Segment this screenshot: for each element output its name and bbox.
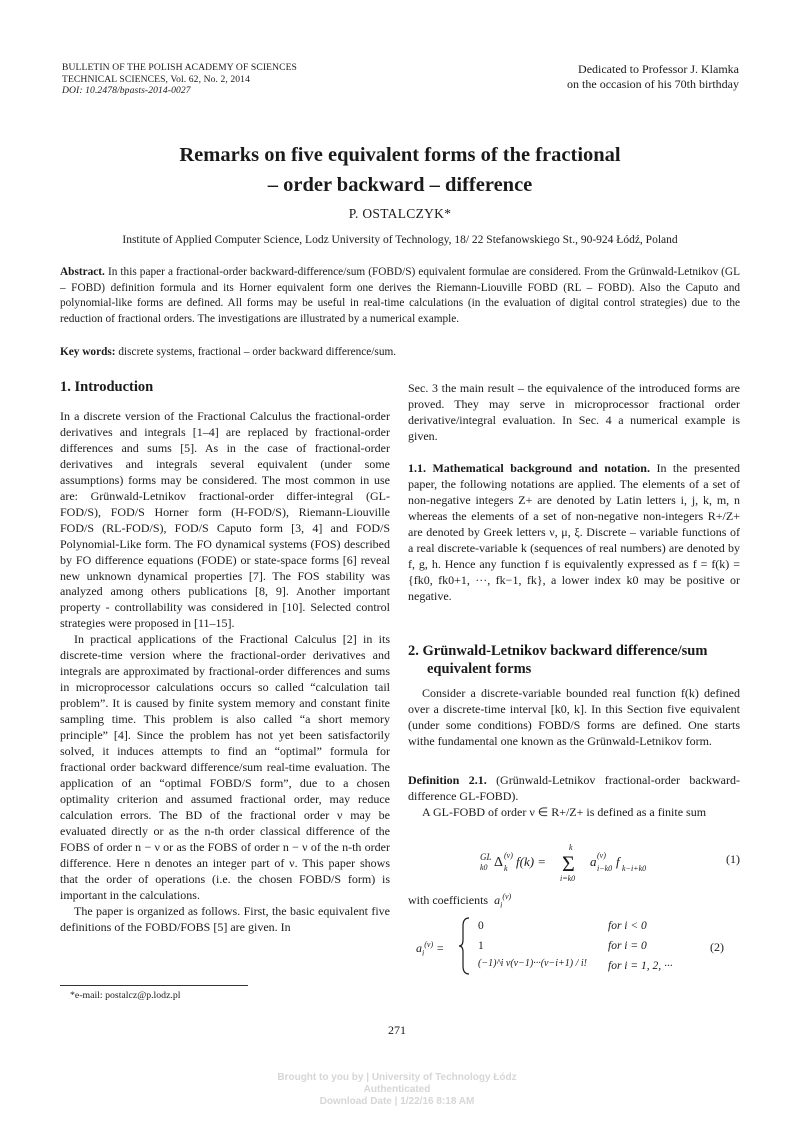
dedication-line-2: on the occasion of his 70th birthday — [567, 77, 739, 91]
paper-title-line-2: – order backward – difference — [267, 174, 533, 196]
intro-paragraph-2: In practical applications of the Fractional Calculus [2] in its discrete-time version where the fractional-order derivatives and integrals are approximated by fractional-order differences and sums in microprocessor calculations occurs so called “calculation tail problem”. It is caused by finite system memory and constant finite sampling time. This problem is also called “a short memory principle” [4]. Since the problem has not yet been satisfactorily solved, it induces attempts to find an “optimal” formula for fractional order backward difference/sum real-time evaluation. The application of an “optimal FOBD/S form”, due to a chosen optimality criterion and assumed fractional order, may reduce calculation errors. The BD of the fractional order ν may be evaluated directly or as the n-th order classical difference of the FOBS of order n − ν or as the FOBS of order n − ν of the n-th order difference. Here n denotes an integer part of ν. This paper shows that the order of operations (i.e. the chosen FOBD/S form) is important in the calculations. — [60, 632, 390, 902]
section-2-heading-line-2: equivalent forms — [427, 661, 532, 677]
definition-label: Definition 2.1. — [408, 773, 487, 787]
subsection-1-1-heading: 1.1. Mathematical background and notation. — [408, 461, 650, 475]
equation-2 — [408, 916, 748, 976]
definition-2-1 — [408, 773, 740, 805]
page-number: 271 — [388, 1023, 406, 1037]
coefficients-label: with coefficients — [408, 893, 489, 907]
watermark-line-3: Download Date | 1/22/16 8:18 AM — [319, 1096, 475, 1107]
section-2-text — [408, 686, 740, 750]
keywords-label: Key words: — [60, 346, 116, 358]
dedication — [439, 62, 739, 92]
section-2-heading-line-1: 2. Grünwald-Letnikov backward difference/sum — [408, 643, 708, 659]
definition-text: A GL-FOBD of order ν ∈ R+/Z+ is defined as a finite sum — [422, 805, 707, 819]
download-watermark — [0, 1072, 794, 1108]
affiliation: Institute of Applied Computer Science, Lodz University of Technology, 18/ 22 Stefanowskiego St., 90-924 Łódź, Poland — [122, 234, 678, 246]
equation-2-lhs: $a_i^{(\nu)}$ = — [416, 940, 445, 958]
svg-text:k: k — [569, 843, 573, 852]
svg-text:i−k0: i−k0 — [597, 864, 613, 873]
footnote-rule — [60, 985, 248, 986]
coefficients-text — [408, 892, 511, 909]
abstract-text: In this paper a fractional-order backward-difference/sum (FOBD/S) equivalent formulae are considered. From the Grünwald-Letnikov (GL – FOBD) definition formula and its Horner equivalent form one derives the Riemann-Liouville FOBD (RL – FOBD). Also the Caputo and polynomial-like forms are defined. All forms may be useful in real-time calculations (in the evaluation of digital control strategies) due to the reduction of fractional orders. The investigations are illustrated by a numerical example. — [60, 266, 740, 325]
dedication-line-1: Dedicated to Professor J. Klamka — [578, 62, 739, 76]
coefficient-symbol: $a_i^{(\nu)}$ — [491, 892, 512, 910]
section-2-paragraph: Consider a discrete-variable bounded real function f(k) defined over a discrete-time interval [k0, k]. In this Section five equivalent (under some conditions) FOBD/S forms are defined. One starts withe fundamental one known as the Grünwald-Letnikov form. — [408, 686, 740, 748]
left-brace-icon — [458, 916, 472, 976]
journal-volume: TECHNICAL SCIENCES, Vol. 62, No. 2, 2014 — [62, 73, 250, 85]
abstract — [60, 265, 740, 327]
svg-text:(ν): (ν) — [504, 851, 513, 860]
svg-text:a: a — [590, 854, 597, 869]
author-name: P. OSTALCZYK* — [348, 206, 452, 221]
section-1-heading: 1. Introduction — [60, 379, 154, 395]
left-column — [60, 409, 390, 935]
watermark-line-1: Brought to you by | University of Technology Łódz — [277, 1072, 517, 1083]
svg-text:f: f — [616, 854, 620, 869]
paper-title — [60, 140, 740, 200]
section-2-heading — [408, 642, 748, 678]
intro-paragraph-1: In a discrete version of the Fractional Calculus the fractional-order derivatives and integrals [1–4] are replaced by fractional-order differences and sums [5]. As in the case of fractional-order derivatives and integrals several equivalent (under some assumptions) forms may be considered. The most common in use are: Grünwald-Letnikov fractional-order differ-integral (GL-FOD/S), FOD/S Horner form (H-FOD/S), Riemann-Liouville FOD/S (RL-FOD/S), FOD/S Caputo form [3, 4] and FOD/S Polynomial-Like form. The FO dynamical systems (FOS) described by FO difference equations (FODE) or state-space forms [6] reveal new unknown dynamical properties [7]. The FOS stability was analyzed among others publications [8, 9]. Another important property - controllability was considered in [10]. Selected control strategies were proposed in [11–15]. — [60, 409, 390, 631]
svg-text:GL: GL — [480, 852, 492, 862]
right-column-top — [408, 381, 740, 445]
svg-text:k−i+k0: k−i+k0 — [622, 864, 647, 873]
intro-paragraph-3: The paper is organized as follows. First, the basic equivalent five definitions of the FOBD/FOBS [5] are given. In — [60, 903, 390, 934]
footnote-email[interactable]: *e-mail: postalcz@p.lodz.pl — [70, 990, 181, 1001]
svg-text:f(k) =: f(k) = — [516, 854, 547, 869]
intro-continuation: Sec. 3 the main result – the equivalence of the introduced forms are proved. They may serve in microprocessor fractional order derivative/integral evaluation. In Sec. 4 a numerical example is given. — [408, 381, 740, 443]
definition-body — [408, 805, 740, 821]
svg-text:i=k0: i=k0 — [560, 874, 576, 882]
equation-2-row-3-condition: for i = 1, 2, ··· — [608, 960, 673, 972]
watermark-line-2: Authenticated — [363, 1084, 431, 1095]
svg-text:k0: k0 — [480, 863, 488, 872]
equation-2-row-1-condition: for i < 0 — [608, 920, 647, 932]
keywords-text: discrete systems, fractional – order backward difference/sum. — [118, 346, 397, 358]
subsection-1-1-text: In the presented paper, the following notations are applied. The elements of a set of non-negative integers Z+ are denoted by Latin letters i, j, k, m, n whereas the elements of a set of non-negative non-integers R+/Z+ are denoted by Greek letters ν, μ, ξ. Discrete – variable functions of a real discrete-variable k (sequences of real numbers) are denoted by f, g, h. Hence any function f is equivalently expressed as f = f(k) = {fk0, fk0+1, ···, fk−1, fk}, a lower index k0 may be positive or negative. — [408, 461, 741, 603]
equation-2-row-1-value: 0 — [478, 920, 484, 932]
equation-2-row-3-value: (−1)^i ν(ν−1)···(ν−i+1) / i! — [478, 958, 587, 969]
doi-link[interactable]: DOI: 10.2478/bpasts-2014-0027 — [62, 85, 191, 96]
abstract-label: Abstract. — [60, 266, 105, 278]
equation-1-number: (1) — [726, 852, 740, 866]
equation-2-number: (2) — [710, 940, 724, 954]
subsection-1-1 — [408, 461, 740, 605]
equation-1 — [470, 842, 740, 882]
equation-2-row-2-value: 1 — [478, 940, 484, 952]
svg-text:k: k — [504, 864, 508, 873]
keywords — [60, 345, 740, 360]
journal-header — [62, 62, 392, 97]
svg-text:Σ: Σ — [562, 851, 575, 876]
svg-text:(ν): (ν) — [597, 851, 606, 860]
svg-text:Δ: Δ — [494, 855, 504, 870]
journal-name: BULLETIN OF THE POLISH ACADEMY OF SCIENCES — [62, 62, 297, 73]
definition-title: (Grünwald-Letnikov fractional-order backward-difference GL-FOBD). — [408, 773, 741, 803]
paper-title-line-1: Remarks on five equivalent forms of the fractional — [179, 144, 621, 166]
equation-2-row-2-condition: for i = 0 — [608, 940, 647, 952]
